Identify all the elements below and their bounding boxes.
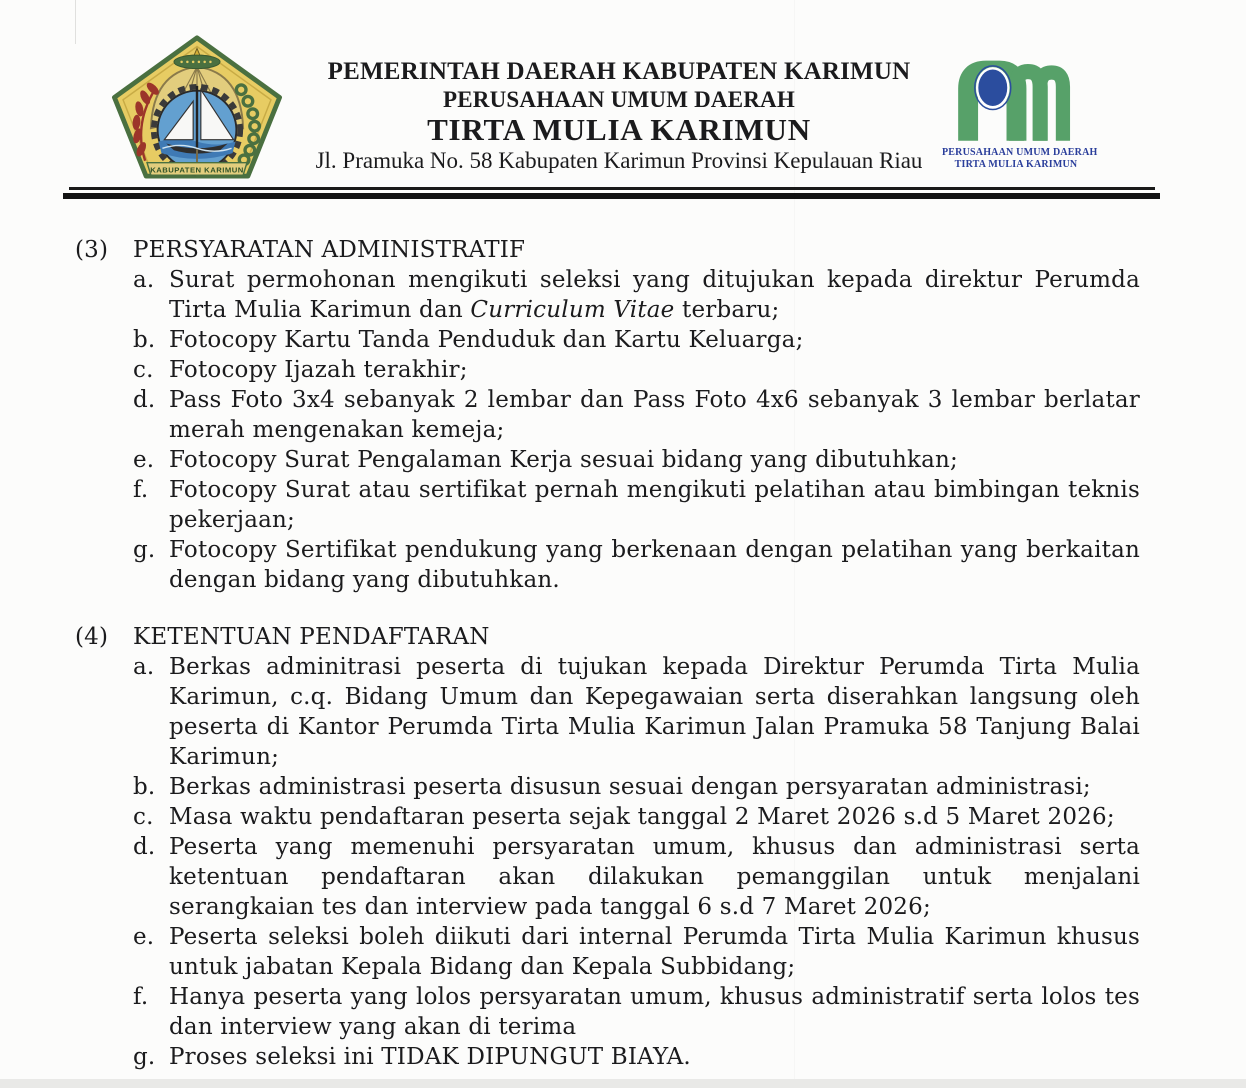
item-text: Fotocopy Surat atau sertifikat pernah mengikuti pelatihan atau bimbingan teknis pekerjaan; xyxy=(169,477,1140,533)
item-text: Berkas adminitrasi peserta di tujukan kepada Direktur Perumda Tirta Mulia Karimun, c.q. Bidang Umum dan Kepegawaian serta diserahkan langsung oleh peserta di Kantor Perumda Tirta Mulia Karimun Jalan Pramuka 58 Tanjung Balai Karimun; xyxy=(169,654,1140,770)
list-item xyxy=(133,385,1148,445)
list-item xyxy=(133,772,1148,802)
kabupaten-karimun-seal xyxy=(108,34,290,184)
list-item xyxy=(133,652,1148,772)
scan-edge-artifact xyxy=(794,0,795,1088)
document-body xyxy=(75,235,1148,1072)
list-item xyxy=(133,802,1148,832)
section-title: KETENTUAN PENDAFTARAN xyxy=(133,624,490,650)
tirta-mulia-logo xyxy=(942,60,1098,170)
item-label: a. xyxy=(133,654,155,680)
section-item-list xyxy=(133,652,1148,1072)
item-label: d. xyxy=(133,834,156,860)
item-text-italic: Curriculum Vitae xyxy=(470,297,675,323)
letterhead-text xyxy=(290,58,942,175)
item-label: f. xyxy=(133,984,149,1010)
company-name: TIRTA MULIA KARIMUN xyxy=(427,112,811,147)
section-title: PERSYARATAN ADMINISTRATIF xyxy=(133,237,526,263)
item-label: d. xyxy=(133,387,156,413)
item-text: Hanya peserta yang lolos persyaratan umum, khusus administratif serta lolos tes dan interview yang akan di terima xyxy=(169,984,1140,1040)
section-number: (3) xyxy=(75,237,109,263)
list-item xyxy=(133,535,1148,595)
logo-caption-line2: TIRTA MULIA KARIMUN xyxy=(954,158,1078,170)
company-type: PERUSAHAAN UMUM DAERAH xyxy=(443,87,795,112)
item-label: g. xyxy=(133,537,156,563)
item-label: f. xyxy=(133,477,149,503)
item-text xyxy=(169,265,1140,325)
scan-edge-artifact xyxy=(0,1079,1246,1088)
item-text: Masa waktu pendaftaran peserta sejak tanggal 2 Maret 2026 s.d 5 Maret 2026; xyxy=(169,804,1115,830)
scan-edge-artifact xyxy=(75,0,76,44)
item-text: Peserta yang memenuhi persyaratan umum, khusus dan administrasi serta ketentuan pendaftaran akan dilakukan pemanggilan untuk menjalani serangkaian tes dan interview pada tanggal 6 s.d 7 Maret 2026; xyxy=(169,834,1140,920)
section-heading xyxy=(75,622,1148,652)
item-label: b. xyxy=(133,774,156,800)
divider-thick-line xyxy=(63,193,1160,199)
item-label: c. xyxy=(133,804,154,830)
item-label: a. xyxy=(133,267,155,293)
item-text: Berkas administrasi peserta disusun sesuai dengan persyaratan administrasi; xyxy=(169,774,1091,800)
item-label: e. xyxy=(133,924,155,950)
address-line: Jl. Pramuka No. 58 Kabupaten Karimun Provinsi Kepulauan Riau xyxy=(315,148,923,173)
section-number: (4) xyxy=(75,624,109,650)
letterhead xyxy=(0,0,1246,184)
section-heading xyxy=(75,235,1148,265)
item-text: Fotocopy Kartu Tanda Penduduk dan Kartu Keluarga; xyxy=(169,327,804,353)
item-label: b. xyxy=(133,327,156,353)
item-label: c. xyxy=(133,357,154,383)
item-text: Pass Foto 3x4 sebanyak 2 lembar dan Pass Foto 4x6 sebanyak 3 lembar berlatar merah mengenakan kemeja; xyxy=(169,387,1140,443)
government-title: PEMERINTAH DAERAH KABUPATEN KARIMUN xyxy=(327,58,911,85)
perumdam-arch-logo-icon xyxy=(952,60,1080,141)
item-text-part: terbaru; xyxy=(674,297,780,323)
list-item xyxy=(133,445,1148,475)
item-text: Fotocopy Sertifikat pendukung yang berkenaan dengan pelatihan yang berkaitan dengan bidang yang dibutuhkan. xyxy=(169,537,1140,593)
list-item xyxy=(133,475,1148,535)
header-divider xyxy=(63,187,1160,199)
list-item xyxy=(133,325,1148,355)
seal-banner-text: KABUPATEN KARIMUN xyxy=(150,165,244,175)
item-label: e. xyxy=(133,447,155,473)
list-item xyxy=(133,832,1148,922)
item-text: Proses seleksi ini TIDAK DIPUNGUT BIAYA. xyxy=(169,1044,691,1070)
divider-thin-line xyxy=(69,187,1155,190)
list-item xyxy=(133,1042,1148,1072)
list-item xyxy=(133,355,1148,385)
item-label: g. xyxy=(133,1044,156,1070)
item-text: Peserta seleksi boleh diikuti dari internal Perumda Tirta Mulia Karimun khusus untuk jabatan Kepala Bidang dan Kepala Subbidang; xyxy=(169,924,1140,980)
list-item xyxy=(133,922,1148,982)
logo-caption xyxy=(942,147,1098,170)
kabupaten-karimun-seal-icon xyxy=(108,34,286,180)
list-item xyxy=(133,265,1148,325)
item-text-part: Surat permohonan mengikuti seleksi yang ditujukan kepada direktur Perumda Tirta Mulia Karimun dan xyxy=(169,267,1140,323)
section-ketentuan-pendaftaran xyxy=(75,622,1148,1072)
list-item xyxy=(133,982,1148,1042)
section-persyaratan-administratif xyxy=(75,235,1148,595)
logo-caption-line1: PERUSAHAAN UMUM DAERAH xyxy=(942,147,1098,158)
item-text: Fotocopy Ijazah terakhir; xyxy=(169,357,468,383)
section-item-list xyxy=(133,265,1148,595)
item-text: Fotocopy Surat Pengalaman Kerja sesuai bidang yang dibutuhkan; xyxy=(169,447,958,473)
